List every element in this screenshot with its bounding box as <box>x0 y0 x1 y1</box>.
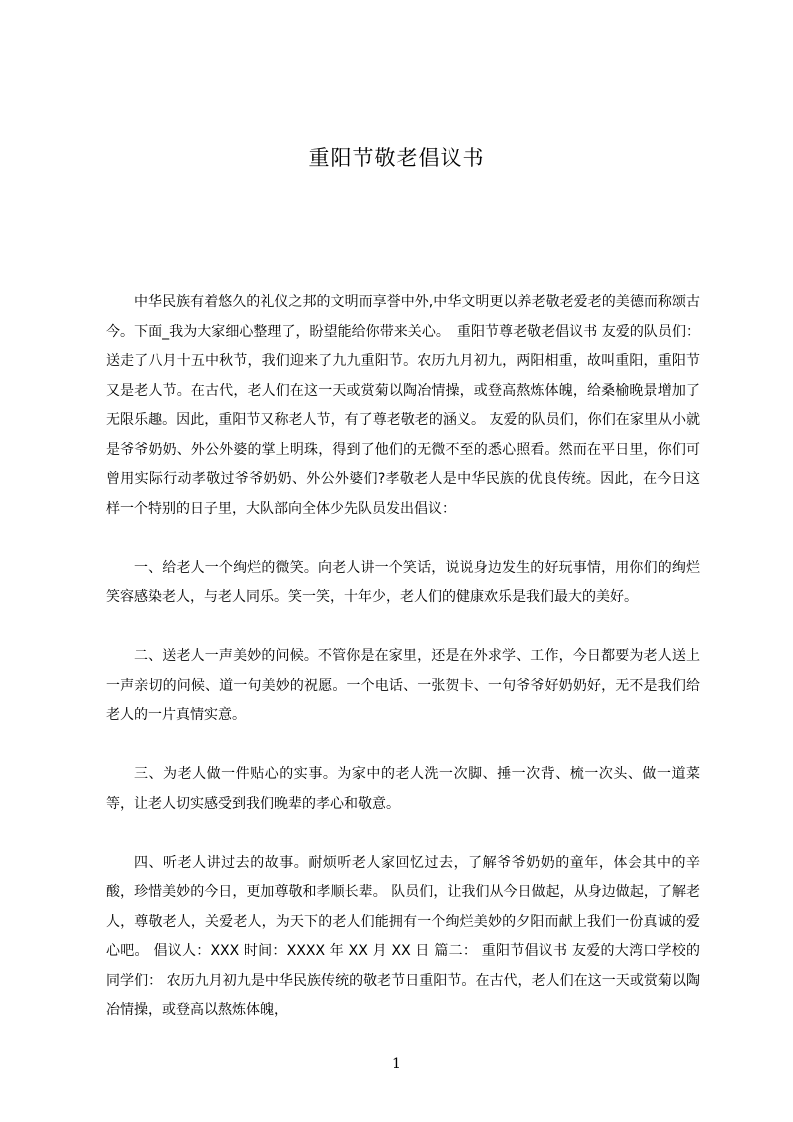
paragraph-intro: 中华民族有着悠久的礼仪之邦的文明而享誉中外,中华文明更以养老敬老爱老的美德而称颂古今。下面_我为大家细心整理了，盼望能给你带来关心。 重阳节尊老敬老倡议书 友爱的队员们： 送走了八月十五中秋节，我们迎来了九九重阳节。农历九月初九，两阳相重，故叫重阳，重阳节又是老人节。在古代，老人们在这一天或赏菊以陶冶情操，或登高熬炼体魄，给桑榆晚景增加了无限乐趣。因此，重阳节又称老人节，有了尊老敬老的涵义。 友爱的队员们，你们在家里从小就是爷爷奶奶、外公外婆的掌上明珠，得到了他们的无微不至的悉心照看。然而在平日里，你们可曾用实际行动孝敬过爷爷奶奶、外公外婆们?孝敬老人是中华民族的优良传统。因此，在今日这样一个特别的日子里，大队部向全体少先队员发出倡议： <box>106 294 700 517</box>
paragraph-deed: 三、为老人做一件贴心的实事。为家中的老人洗一次脚、捶一次背、梳一次头、做一道菜等，让老人切实感受到我们晚辈的孝心和敬意。 <box>106 766 700 812</box>
paragraph-greeting: 二、送老人一声美妙的问候。不管你是在家里，还是在外求学、工作，今日都要为老人送上一声亲切的问候、道一句美妙的祝愿。一个电话、一张贺卡、一句爷爷好奶奶好，无不是我们给老人的一片真情实意。 <box>106 648 700 723</box>
paragraph-spacer <box>106 613 700 643</box>
paragraph-smile: 一、给老人一个绚烂的微笑。向老人讲一个笑话，说说身边发生的好玩事情，用你们的绚烂笑容感染老人，与老人同乐。笑一笑，十年少，老人们的健康欢乐是我们最大的美好。 <box>106 559 700 605</box>
paragraph-stories: 四、听老人讲过去的故事。耐烦听老人家回忆过去，了解爷爷奶奶的童年，体会其中的辛酸，珍惜美妙的今日，更加尊敬和孝顺长辈。 队员们，让我们从今日做起，从身边做起，了解老人，尊敬老人，关爱老人，为天下的老人们能拥有一个绚烂美妙的夕阳而献上我们一份真诚的爱心吧。 倡议人：XXX 时间：XXXX 年 XX 月 XX 日 篇二： 重阳节倡议书 友爱的大湾口学校的同学们： 农历九月初九是中华民族传统的敬老节日重阳节。在古代，老人们在这一天或赏菊以陶冶情操，或登高以熬炼体魄， <box>106 854 700 1018</box>
paragraph-spacer <box>106 524 700 554</box>
paragraph-spacer <box>106 731 700 761</box>
paragraph-spacer <box>106 819 700 849</box>
document-title: 重阳节敬老倡议书 <box>308 146 485 170</box>
page-number: 1 <box>392 1056 401 1072</box>
document-body <box>106 288 700 1026</box>
